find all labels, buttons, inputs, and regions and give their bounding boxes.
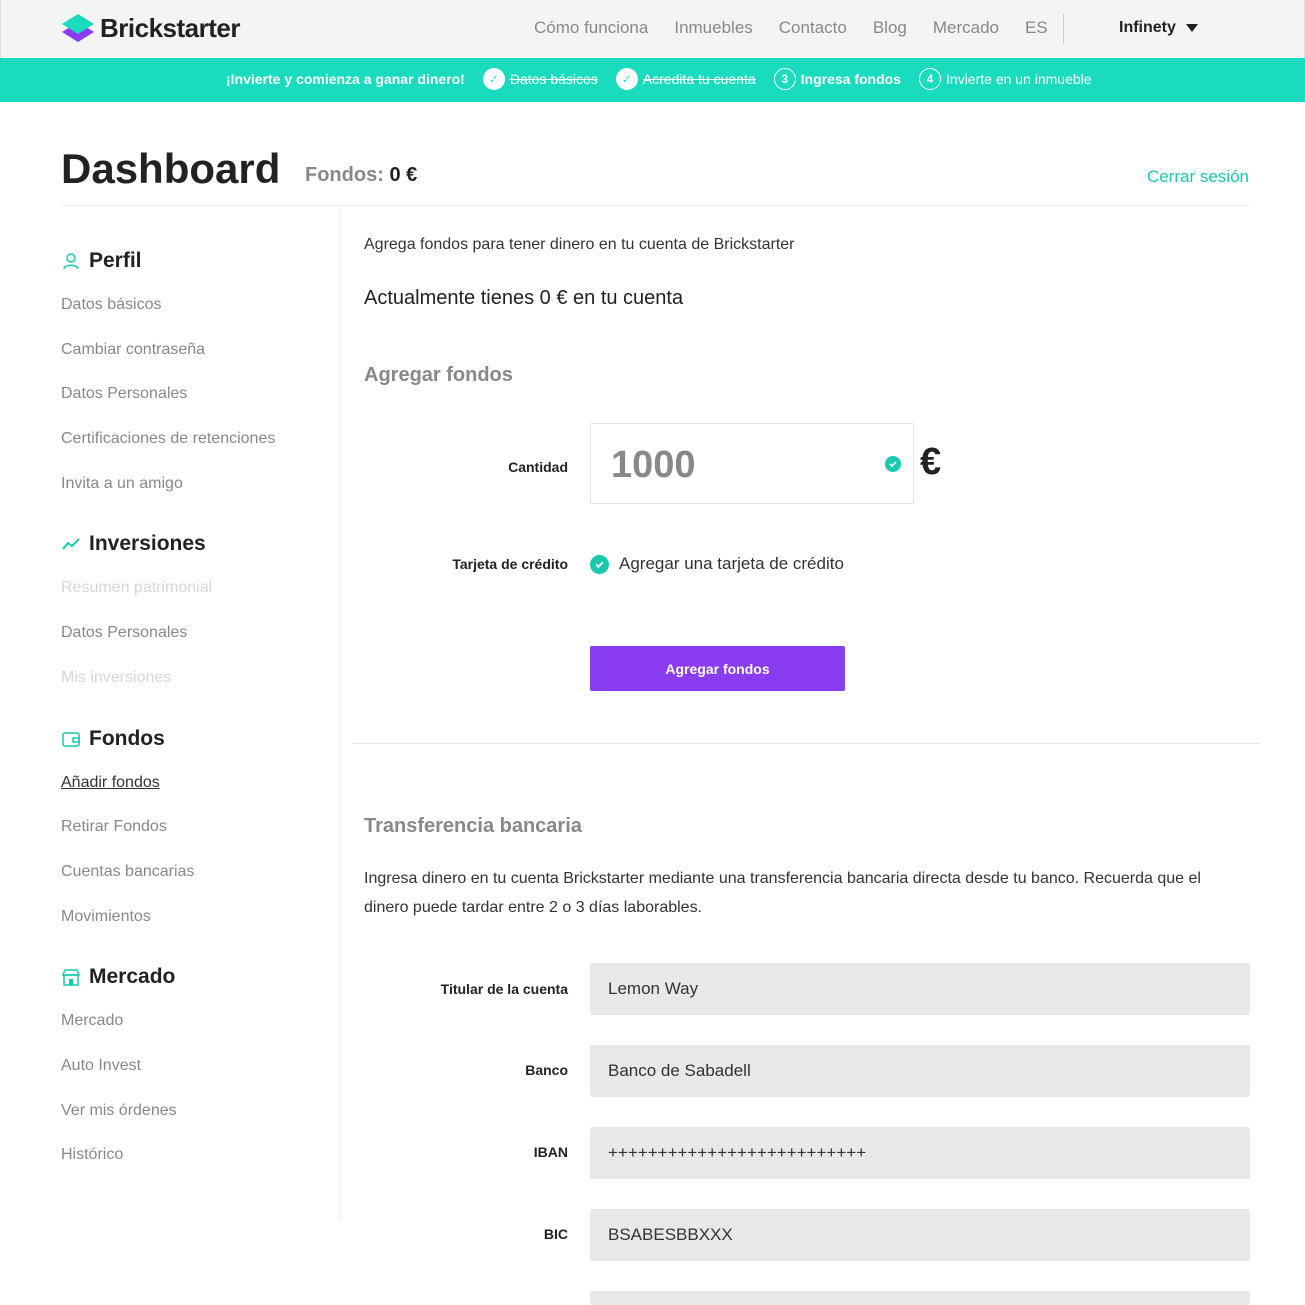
section-title: Mercado [89, 965, 176, 989]
sidebar [61, 245, 331, 1178]
step-label: Ingresa fondos [800, 71, 902, 87]
bank-transfer-description: Ingresa dinero en tu cuenta Brickstarter mediante una transferencia bancaria directa desde tu banco. Recuerda que el dinero puede tardar entre 2 o 3 días laborables. [364, 870, 1201, 916]
intro-text: Agrega fondos para tener dinero en tu cuenta de Brickstarter [364, 236, 795, 253]
sidebar-item-datos-personales-inv[interactable]: Datos Personales [61, 624, 188, 642]
sidebar-section-perfil [61, 245, 331, 277]
sidebar-item-mercado[interactable]: Mercado [61, 1012, 124, 1030]
bank-transfer-heading: Transferencia bancaria [364, 815, 582, 837]
language-selector[interactable]: ES [1025, 18, 1048, 37]
section-title: Inversiones [89, 532, 206, 556]
sidebar-item-datos-basicos[interactable]: Datos básicos [61, 296, 162, 313]
account-holder-field[interactable]: Lemon Way [590, 963, 1250, 1015]
add-funds-heading: Agregar fondos [364, 364, 513, 386]
section-title: Fondos [89, 726, 165, 750]
bic-field[interactable]: BSABESBBXXX [590, 1209, 1250, 1261]
step-label: Invierte en un inmueble [946, 71, 1092, 87]
sidebar-item-retirar-fondos[interactable]: Retirar Fondos [61, 818, 167, 836]
valid-check-icon [885, 456, 901, 472]
sidebar-item-resumen-patrimonial[interactable]: Resumen patrimonial [61, 579, 213, 597]
sidebar-section-mercado [61, 961, 331, 993]
brand-logo[interactable] [62, 12, 240, 44]
check-circle-icon [590, 555, 609, 574]
sidebar-item-cambiar-contrasena[interactable]: Cambiar contraseña [61, 340, 206, 358]
step-invierte-inmueble[interactable] [919, 68, 1092, 90]
brand-name: Brickstarter [100, 12, 240, 43]
funds-value: 0 € [389, 164, 418, 186]
logout-link[interactable]: Cerrar sesión [1146, 167, 1249, 186]
bic-label: BIC [543, 1226, 568, 1242]
sidebar-item-ver-ordenes[interactable]: Ver mis órdenes [61, 1101, 177, 1119]
user-icon [61, 251, 81, 271]
sidebar-divider [340, 206, 341, 1220]
store-icon [61, 967, 81, 987]
sidebar-section-inversiones [61, 528, 331, 560]
page-title: Dashboard [61, 145, 281, 192]
add-card-option[interactable] [590, 554, 844, 574]
user-menu[interactable] [1119, 19, 1198, 37]
balance-text: Actualmente tienes 0 € en tu cuenta [364, 287, 684, 309]
nav-inmuebles[interactable]: Inmuebles [674, 18, 753, 37]
nav-como-funciona[interactable]: Cómo funciona [534, 18, 649, 37]
next-field[interactable] [590, 1291, 1250, 1305]
step-ingresa-fondos[interactable] [774, 68, 901, 90]
check-icon: ✓ [616, 68, 638, 90]
sidebar-item-auto-invest[interactable]: Auto Invest [61, 1056, 142, 1074]
sidebar-item-invita-amigo[interactable]: Invita a un amigo [61, 474, 183, 492]
bank-label: Banco [525, 1062, 568, 1078]
sidebar-item-datos-personales[interactable]: Datos Personales [61, 385, 188, 403]
add-funds-button[interactable]: Agregar fondos [590, 646, 845, 691]
sidebar-item-anadir-fondos[interactable]: Añadir fondos [61, 773, 160, 791]
amount-value: 1000 [611, 444, 696, 486]
bank-field[interactable]: Banco de Sabadell [590, 1045, 1250, 1097]
sidebar-item-movimientos[interactable]: Movimientos [61, 907, 151, 925]
logo-icon [62, 12, 94, 44]
user-name: Infinety [1119, 19, 1176, 36]
step-label: Acredita tu cuenta [642, 71, 756, 87]
iban-label: IBAN [533, 1144, 568, 1160]
sidebar-item-certificaciones[interactable]: Certificaciones de retenciones [61, 430, 276, 448]
trend-icon [61, 534, 81, 554]
nav-contacto[interactable]: Contacto [778, 18, 847, 37]
caret-down-icon [1186, 24, 1198, 32]
account-holder-label: Titular de la cuenta [440, 981, 568, 997]
amount-label: Cantidad [508, 459, 568, 475]
top-navbar [0, 0, 1305, 58]
card-label: Tarjeta de crédito [452, 556, 568, 572]
nav-blog[interactable]: Blog [872, 18, 907, 37]
step-number: 3 [774, 68, 796, 90]
step-label: Datos básicos [509, 71, 598, 87]
divider [61, 205, 1249, 206]
iban-field[interactable]: ++++++++++++++++++++++++++ [590, 1127, 1250, 1179]
onboarding-steps-bar [0, 58, 1305, 102]
sidebar-item-cuentas-bancarias[interactable]: Cuentas bancarias [61, 862, 195, 880]
currency-symbol: € [920, 441, 942, 483]
section-divider [352, 743, 1260, 744]
nav-mercado[interactable]: Mercado [932, 18, 999, 37]
section-title: Perfil [89, 249, 142, 272]
sidebar-item-historico[interactable]: Histórico [61, 1146, 124, 1164]
add-card-label: Agregar una tarjeta de crédito [619, 554, 844, 573]
sidebar-item-mis-inversiones[interactable]: Mis inversiones [61, 668, 172, 686]
wallet-icon [61, 729, 81, 749]
sidebar-section-fondos [61, 723, 331, 755]
step-number: 4 [919, 68, 941, 90]
main-nav [534, 18, 1074, 38]
steps-lead: ¡Invierte y comienza a ganar dinero! [226, 71, 465, 87]
step-acredita-cuenta[interactable] [616, 68, 756, 90]
amount-input[interactable] [590, 423, 914, 504]
funds-summary [305, 164, 417, 187]
step-datos-basicos[interactable] [483, 68, 598, 90]
check-icon: ✓ [483, 68, 505, 90]
funds-label: Fondos: [305, 164, 384, 186]
nav-divider [1063, 14, 1064, 44]
